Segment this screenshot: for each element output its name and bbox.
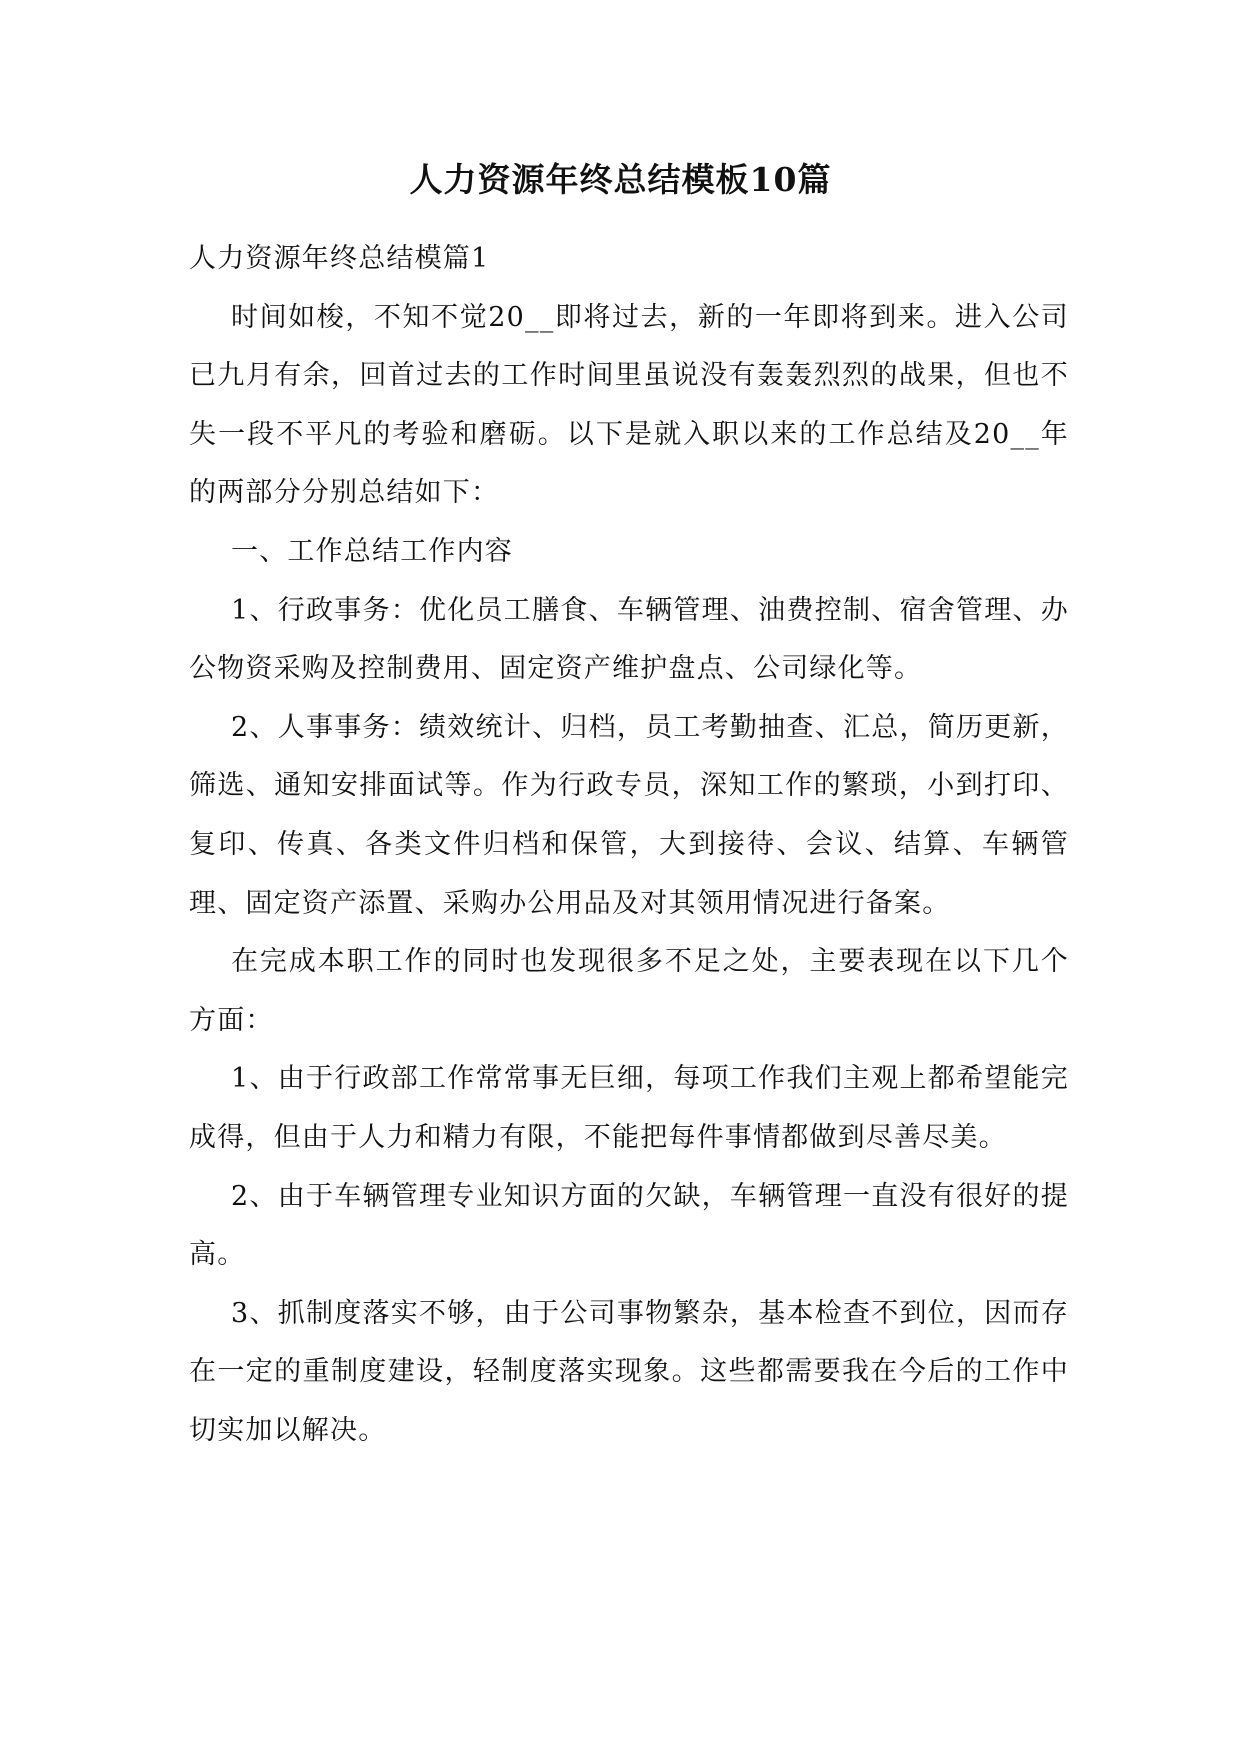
paragraph-shortcoming-3: 3、抓制度落实不够，由于公司事物繁杂，基本检查不到位，因而存在一定的重制度建设，轻制度落实现象。这些都需要我在今后的工作中切实加以解决。 [189, 1297, 1069, 1446]
document-body [189, 230, 1069, 1460]
document-title: 人力资源年终总结模板10篇 [409, 160, 832, 199]
paragraph-admin-affairs: 1、行政事务：优化员工膳食、车辆管理、油费控制、宿舍管理、办公物资采购及控制费用、固定资产维护盘点、公司绿化等。 [189, 594, 1069, 685]
paragraph-shortcoming-1: 1、由于行政部工作常常事无巨细，每项工作我们主观上都希望能完成得，但由于人力和精力有限，不能把每件事情都做到尽善尽美。 [189, 1063, 1069, 1153]
paragraph-hr-affairs: 2、人事事务：绩效统计、归档，员工考勤抽查、汇总，简历更新，筛选、通知安排面试等。作为行政专员，深知工作的繁琐，小到打印、复印、传真、各类文件归档和保管，大到接待、会议、结算、车辆管理、固定资产添置、采购办公用品及对其领用情况进行备案。 [189, 711, 1069, 919]
paragraph-intro: 时间如梭，不知不觉20__即将过去，新的一年即将到来。进入公司已九月有余，回首过去的工作时间里虽说没有轰轰烈烈的战果，但也不失一段不平凡的考验和磨砺。以下是就入职以来的工作总结及20__年的两部分分别总结如下： [189, 301, 1069, 509]
paragraph-shortcomings-intro: 在完成本职工作的同时也发现很多不足之处，主要表现在以下几个方面： [189, 946, 1069, 1036]
paragraph-shortcoming-2: 2、由于车辆管理专业知识方面的欠缺，车辆管理一直没有很好的提高。 [189, 1180, 1069, 1271]
paragraph-subheading: 一、工作总结工作内容 [231, 535, 513, 567]
section-heading: 人力资源年终总结模篇1 [189, 243, 490, 274]
